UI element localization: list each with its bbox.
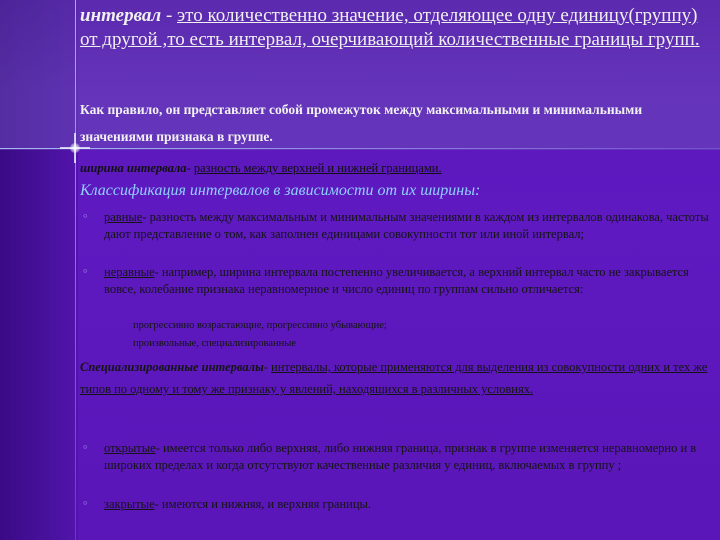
special-term: Специализированные интервалы: [80, 360, 264, 374]
bullet-text: - имеется только либо верхняя, либо нижняя граница, признак в группе изменяется неравномерно и в широких пределах и когда отсутствуют качественные различия у единиц, включаемых в группу ;: [104, 441, 697, 472]
width-definition: разность между верхней и нижней границами.: [193, 161, 442, 175]
width-term: ширина интервала: [80, 161, 187, 175]
classification-heading: Классификация интервалов в зависимости от их ширины:: [80, 182, 481, 199]
bullet-text: - разность между максимальным и минимальным значениями в каждом из интервалов одинакова, частоты дают представление о том, как заполнен единицами совокупности тот или иной интервал;: [104, 210, 709, 241]
list-item: [104, 496, 712, 513]
vertical-divider: [75, 0, 76, 540]
sub-item: произвольные, специализированные: [133, 338, 296, 349]
specialized-intervals: [80, 356, 710, 400]
bullet-text: - например, ширина интервала постепенно увеличивается, а верхний интервал часто не закрывается вовсе, колебание признака неравномерное и число единиц по группам сильно отличается:: [104, 265, 689, 296]
sparkle-glow: [70, 143, 80, 153]
title-dash: -: [161, 5, 178, 26]
list-item: [104, 264, 712, 297]
special-dash: -: [263, 360, 272, 374]
interval-width-definition: [80, 161, 710, 176]
bullet-keyword: открытые: [104, 441, 156, 455]
circle-bullet-icon: ◦: [82, 265, 89, 278]
circle-bullet-icon: ◦: [82, 441, 89, 454]
bullet-text: - имеются и нижняя, и верхняя границы.: [154, 497, 372, 511]
circle-bullet-icon: ◦: [82, 210, 89, 223]
sub-item: прогрессивно возрастающие, прогрессивно убывающие;: [133, 320, 387, 331]
circle-bullet-icon: ◦: [82, 497, 89, 510]
bullet-keyword: неравные: [104, 265, 155, 279]
intro-text: Как правило, он представляет собой промежуток между максимальными и минимальными значениями признака в группе.: [80, 102, 643, 144]
title-definition: это количественно значение, отделяющее одну единицу(группу) от другой ,то есть интервал, очерчивающий количественные границы групп.: [80, 5, 700, 50]
list-item: [104, 209, 712, 242]
bullet-keyword: равные: [104, 210, 143, 224]
list-item: [104, 440, 712, 473]
bullet-keyword: закрытые: [104, 497, 155, 511]
slide-title: [80, 4, 716, 52]
width-dash: -: [186, 161, 194, 175]
title-term: интервал: [80, 5, 162, 26]
special-definition: интервалы, которые применяются для выделения из совокупности одних и тех же типов по одному и тому же признаку у явлений, находящихся в различных условиях.: [80, 360, 708, 396]
